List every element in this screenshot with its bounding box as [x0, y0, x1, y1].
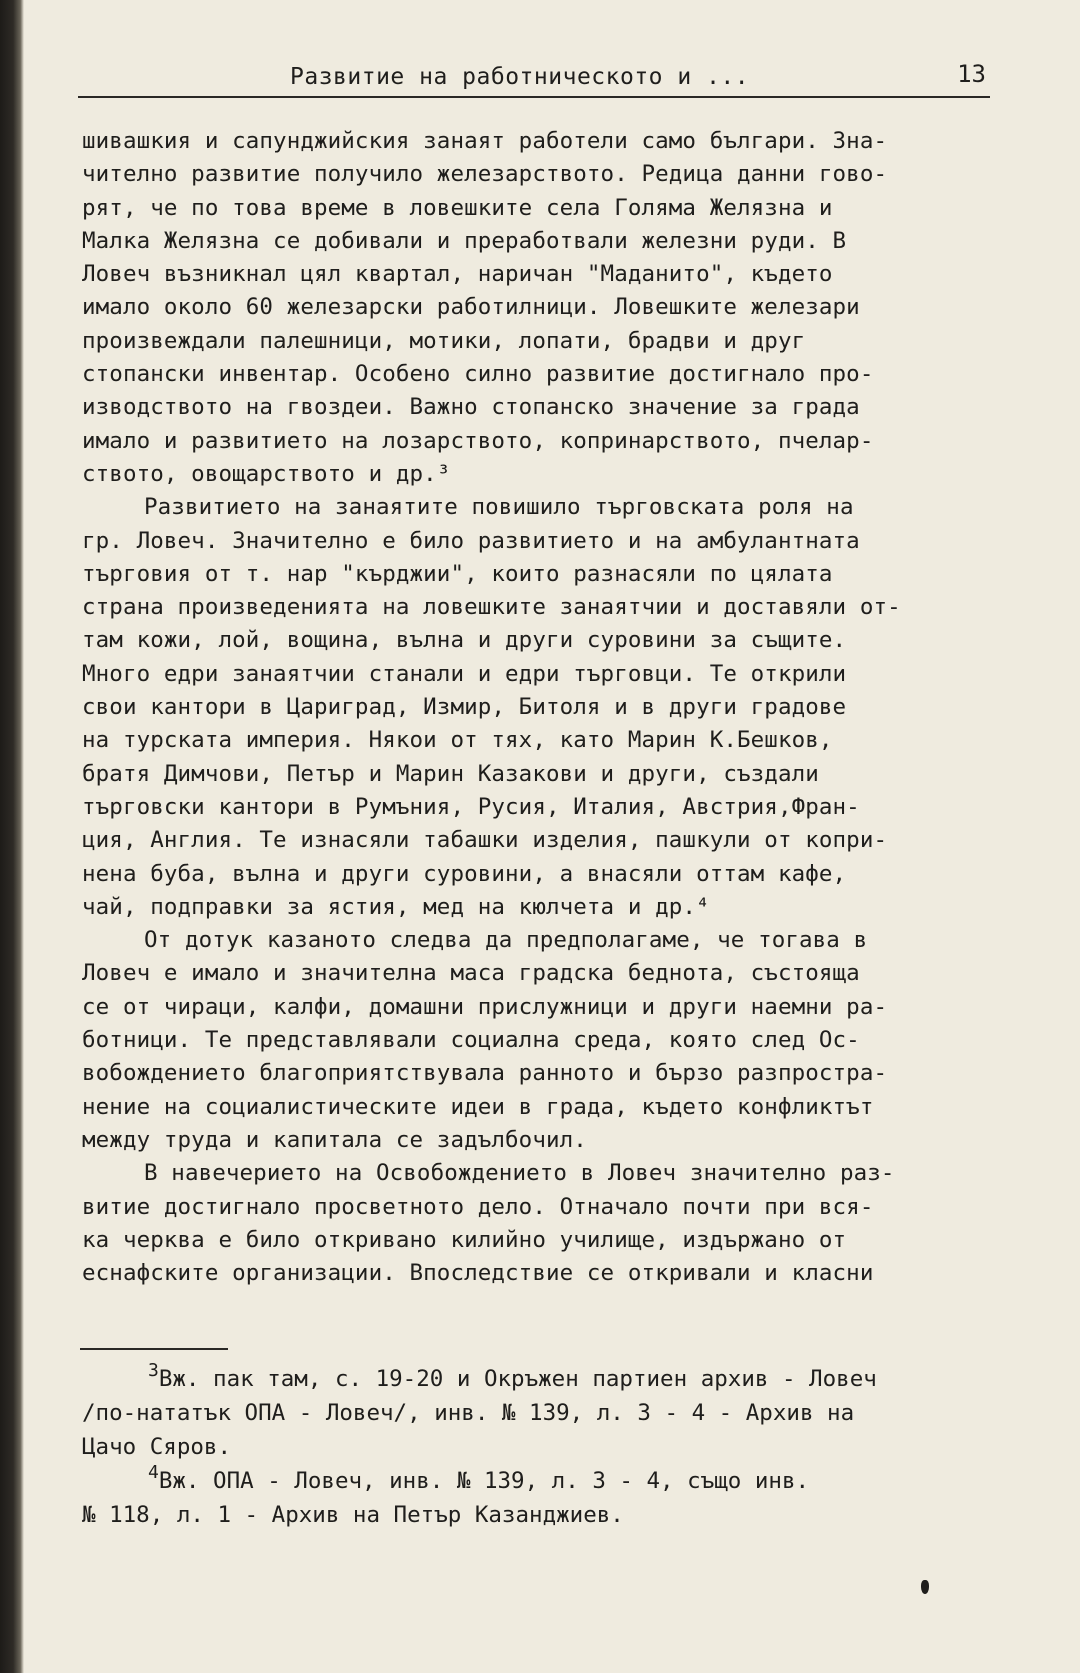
body-text	[82, 125, 1012, 1290]
text-line: страна произведенията на ловешките занаятчии и доставяли от-	[82, 594, 901, 621]
page-number: 13	[957, 60, 986, 88]
text-line: търговия от т. нар "кърджии", които разнасяли по цялата	[82, 560, 833, 587]
footnote-text: № 118, л. 1 - Архив на Петър Казанджиев.	[82, 1502, 624, 1528]
text-line: гр. Ловеч. Значително е било развитието и на амбулантната	[82, 527, 860, 554]
text-line: произвеждали палешници, мотики, лопати, брадви и друг	[82, 327, 806, 354]
text-line: там кожи, лой, вощина, вълна и други суровини за същите.	[82, 627, 847, 654]
text-line: нение на социалистическите идеи в града, където конфликтът	[82, 1093, 874, 1120]
text-line: От дотук казаното следва да предполагаме, че тогава в	[144, 927, 868, 954]
text-line: рят, че по това време в ловешките села Голяма Желязна и	[82, 194, 833, 221]
text-line: имало и развитието на лозарството, копринарството, пчелар-	[82, 427, 874, 454]
footnote-line	[82, 1430, 1012, 1464]
text-line: ция, Англия. Те изнасяли табашки изделия, пашкули от копри-	[82, 827, 888, 854]
text-line: ка черква е било откривано килийно училище, издържано от	[82, 1226, 847, 1253]
text-line: ботници. Те представлявали социална среда, която след Ос-	[82, 1027, 860, 1054]
footnote-line	[82, 1362, 1012, 1396]
text-line: се от чираци, калфи, домашни прислужници и други наемни ра-	[82, 993, 888, 1020]
text-line: Развитието на занаятите повишило търговската роля на	[144, 494, 854, 521]
text-line: витие достигнало просветното дело. Отначало почти при вся-	[82, 1193, 874, 1220]
ink-mark	[921, 1580, 929, 1594]
text-line: вобождението благоприятствувала ранното и бързо разпростра-	[82, 1060, 888, 1087]
text-line: Малка Желязна се добивали и преработвали железни руди. В	[82, 227, 847, 254]
text-line: чително развитие получило железарството. Редица данни гово-	[82, 161, 888, 188]
text-line: имало около 60 железарски работилници. Ловешките железари	[82, 294, 860, 321]
footnote-text: Вж. ОПА - Ловеч, инв. № 139, л. 3 - 4, също инв.	[158, 1468, 810, 1494]
text-line: братя Димчови, Петър и Марин Казакови и други, създали	[82, 760, 819, 787]
footnote-line	[82, 1464, 1012, 1498]
text-line: Ловеч възникнал цял квартал, наричан "Маданито", където	[82, 261, 833, 288]
footnote-line	[82, 1396, 1012, 1430]
text-line: свои кантори в Цариград, Измир, Битоля и в други градове	[82, 694, 847, 721]
text-line: търговски кантори в Румъния, Русия, Италия, Австрия,Фран-	[82, 793, 860, 820]
text-line: между труда и капитала се задълбочил.	[82, 1126, 587, 1153]
footnote-marker: 3	[148, 1360, 159, 1381]
footnote-text: Вж. пак там, с. 19-20 и Окръжен партиен архив - Ловеч	[158, 1366, 877, 1392]
text-line: чай, подправки за ястия, мед на кюлчета и др.⁴	[82, 893, 710, 920]
text-line: стопански инвентар. Особено силно развитие достигнало про-	[82, 361, 874, 388]
text-line: изводството на гвоздеи. Важно стопанско значение за града	[82, 394, 860, 421]
text-line: шивашкия и сапунджийския занаят работели само българи. Зна-	[82, 128, 888, 154]
text-line: В навечерието на Освобождението в Ловеч значително раз-	[144, 1160, 895, 1187]
footnote-line	[82, 1498, 1012, 1532]
text-line: Ловеч е имало и значителна маса градска беднота, състояща	[82, 960, 860, 987]
footnote-separator	[80, 1348, 228, 1350]
running-header-title: Развитие на работническото и ...	[290, 64, 750, 90]
text-line: Много едри занаятчии станали и едри търговци. Те открили	[82, 660, 847, 687]
footnotes	[82, 1362, 1012, 1532]
footnote-text: /по-нататък ОПА - Ловеч/, инв. № 139, л. 3 - 4 - Архив на	[82, 1400, 855, 1426]
text-line: ството, овощарството и др.³	[82, 460, 451, 487]
header-rule	[78, 96, 990, 98]
text-line: нена буба, вълна и други суровини, а внасяли оттам кафе,	[82, 860, 847, 887]
footnote-marker: 4	[148, 1462, 159, 1483]
text-line: на турската империя. Някои от тях, като Марин К.Бешков,	[82, 727, 833, 754]
footnote-text: Цачо Сяров.	[82, 1434, 232, 1460]
running-header	[78, 60, 990, 100]
text-line: еснафските организации. Впоследствие се откривали и класни	[82, 1260, 874, 1287]
